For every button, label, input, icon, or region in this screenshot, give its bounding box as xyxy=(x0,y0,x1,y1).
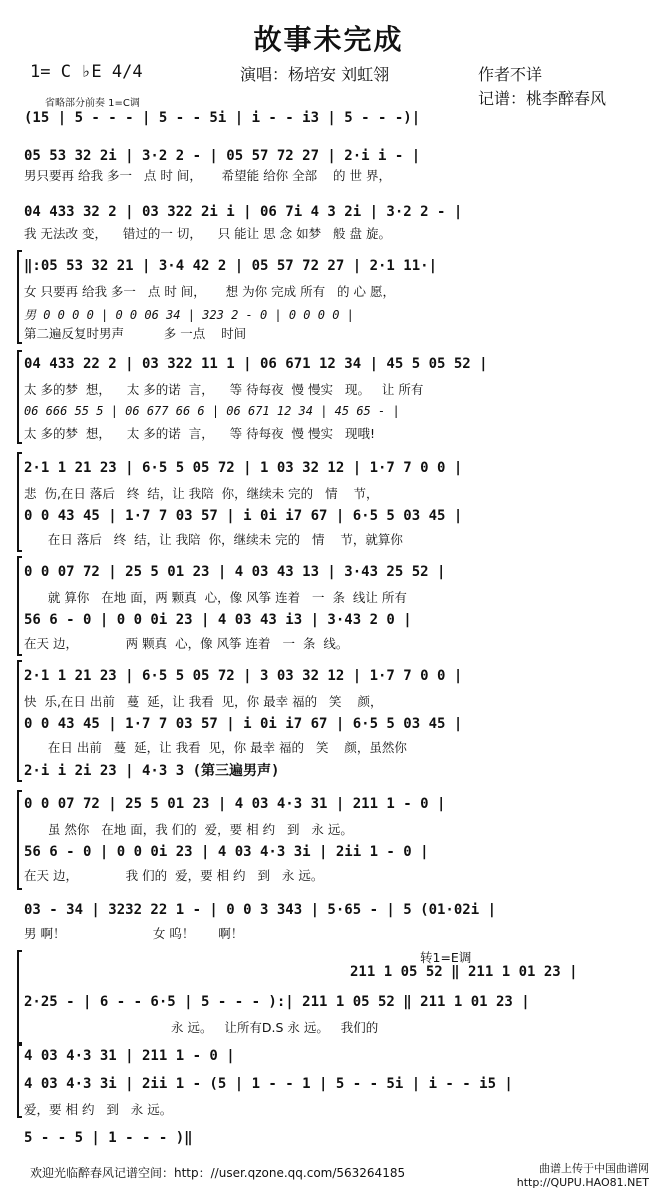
lyric-row: 我 无法改 变， 错过的一 切， 只 能让 思 念 如梦 般 盘 旋。 xyxy=(24,226,391,241)
staff-brace xyxy=(17,556,22,656)
lyric-row: 快 乐,在日 出前 蔓 延，让 我看 见，你 最幸 福的 笑 颜， xyxy=(24,694,383,709)
staff-brace xyxy=(17,350,22,444)
lyric-row: 爱，要 相 约 到 永 远。 xyxy=(24,1102,173,1117)
notation-row: 2·1 1 21 23 | 6·5 5 05 72 | 1 03 32 12 | 1·7 7 0 0 | xyxy=(24,460,463,476)
composer-credit: 作者不详 xyxy=(478,65,543,84)
staff-brace xyxy=(17,950,22,1044)
notation-row: 0 0 43 45 | 1·7 7 03 57 | i 0i i7 67 | 6·5 5 03 45 | xyxy=(24,508,463,524)
notation-row: 56 6 - 0 | 0 0 0i 23 | 4 03 43 i3 | 3·43 2 0 | xyxy=(24,612,412,628)
lyric-row: 在日 落后 终 结，让 我陪 你，继续未 完的 情 节，就算你 xyxy=(24,532,403,547)
lyric-row: 转1=E调 xyxy=(420,950,472,965)
staff-brace xyxy=(17,790,22,890)
notation-row: 2·1 1 21 23 | 6·5 5 05 72 | 3 03 32 12 | 1·7 7 0 0 | xyxy=(24,668,463,684)
notation-row: (15 | 5 - - - | 5 - - 5i | i - - i3 | 5 - - -)| xyxy=(24,110,421,126)
transcriber-credit: 记谱：桃李醉春风 xyxy=(478,89,607,108)
lyric-row: 男 啊！ 女 呜！ 啊！ xyxy=(24,926,244,941)
lyric-row: 男只要再 给我 多一 点 时 间， 希望能 给你 全部 的 世 界， xyxy=(24,168,391,183)
lyric-row: 太 多的梦 想， 太 多的诺 言， 等 待每夜 慢 慢实 现哦! xyxy=(24,426,375,441)
notation-row: 0 0 07 72 | 25 5 01 23 | 4 03 4·3 31 | 211 1 - 0 | xyxy=(24,796,446,812)
notation-row: 5 - - 5 | 1 - - - )‖ xyxy=(24,1130,193,1146)
notation-row: 4 03 4·3 3i | 2ii 1 - (5 | 1 - - 1 | 5 - - 5i | i - - i5 | xyxy=(24,1076,513,1092)
notation-row: 06 666 55 5 | 06 677 66 6 | 06 671 12 34 | 45 65 - | xyxy=(24,404,400,418)
watermark-line: http://QUPU.HAO81.NET xyxy=(516,1176,649,1189)
notation-row: 男 0 0 0 0 | 0 0 06 34 | 323 2 - 0 | 0 0 0 0 | xyxy=(24,308,354,322)
prelude-note: 省略部分前奏 1=C调 xyxy=(45,98,140,109)
notation-row: 05 53 32 2i | 3·2 2 - | 05 57 72 27 | 2·i i - | xyxy=(24,148,421,164)
lyric-row: 第二遍反复时男声 多 一点 时间 xyxy=(24,326,247,341)
notation-row: ‖:05 53 32 21 | 3·4 42 2 | 05 57 72 27 | 2·1 11·| xyxy=(24,258,438,274)
lyric-row: 就 算你 在地 面，两 颗真 心，像 风筝 连着 一 条 线让 所有 xyxy=(24,590,407,605)
watermark-line: 曲谱上传于中国曲谱网 xyxy=(539,1162,649,1175)
notation-row: 4 03 4·3 31 | 211 1 - 0 | xyxy=(24,1048,235,1064)
notation-row: 2·i i 2i 23 | 4·3 3 (第三遍男声) xyxy=(24,763,280,779)
notation-row: 0 0 07 72 | 25 5 01 23 | 4 03 43 13 | 3·43 25 52 | xyxy=(24,564,446,580)
lyric-row: 永 远。 让所有D.S 永 远。 我们的 xyxy=(24,1020,379,1035)
notation-row: 56 6 - 0 | 0 0 0i 23 | 4 03 4·3 3i | 2ii 1 - 0 | xyxy=(24,844,429,860)
lyric-row: 虽 然你 在地 面，我 们的 爱，要 相 约 到 永 远。 xyxy=(24,822,353,837)
staff-brace xyxy=(17,1044,22,1118)
lyric-row: 女 只要再 给我 多一 点 时 间， 想 为你 完成 所有 的 心 愿， xyxy=(24,284,395,299)
lyric-row: 在天 边， 我 们的 爱，要 相 约 到 永 远。 xyxy=(24,868,324,883)
lyric-row: 在天 边， 两 颗真 心，像 风筝 连着 一 条 线。 xyxy=(24,636,349,651)
watermark xyxy=(517,1162,649,1190)
lyric-row: 太 多的梦 想， 太 多的诺 言， 等 待每夜 慢 慢实 现。 让 所有 xyxy=(24,382,424,397)
notation-row: 04 433 22 2 | 03 322 11 1 | 06 671 12 34 | 45 5 05 52 | xyxy=(24,356,488,372)
notation-row: 2·25 - | 6 - - 6·5 | 5 - - - ):| 211 1 05 52 ‖ 211 1 01 23 | xyxy=(24,994,530,1010)
footer-link-text: 欢迎光临醉春风记谱空间：http：//user.qzone.qq.com/563264185 xyxy=(30,1166,406,1180)
notation-row: 04 433 32 2 | 03 322 2i i | 06 7i 4 3 2i | 3·2 2 - | xyxy=(24,204,463,220)
notation-row: 0 0 43 45 | 1·7 7 03 57 | i 0i i7 67 | 6·5 5 03 45 | xyxy=(24,716,463,732)
staff-brace xyxy=(17,660,22,782)
key-signature: 1= C ♭E 4/4 xyxy=(30,62,143,82)
notation-row: 211 1 05 52 ‖ 211 1 01 23 | xyxy=(350,964,578,980)
lyric-row: 悲 伤,在日 落后 终 结，让 我陪 你，继续未 完的 情 节， xyxy=(24,486,379,501)
staff-brace xyxy=(17,250,22,344)
singer-credit: 演唱：杨培安 刘虹翎 xyxy=(240,65,390,84)
notation-row: 03 - 34 | 3232 22 1 - | 0 0 3 343 | 5·65 - | 5 (01·02i | xyxy=(24,902,497,918)
staff-brace xyxy=(17,452,22,552)
lyric-row: 在日 出前 蔓 延，让 我看 见，你 最幸 福的 笑 颜，虽然你 xyxy=(24,740,407,755)
score-title: 故事未完成 xyxy=(253,23,404,56)
